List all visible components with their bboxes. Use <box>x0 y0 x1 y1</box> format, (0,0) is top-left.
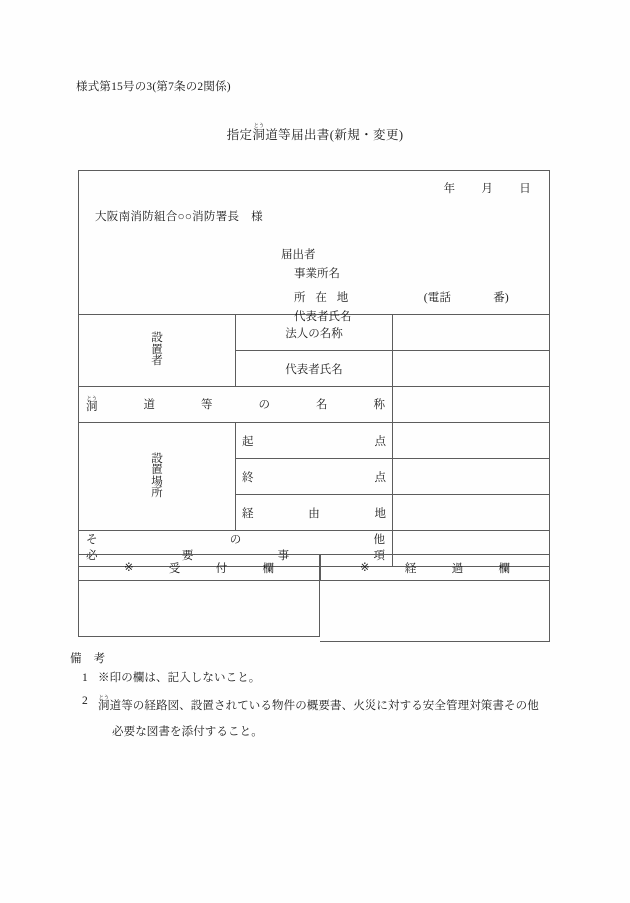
addressee-line: 大阪南消防組合○○消防署長 様 <box>95 211 263 223</box>
label-via-point <box>236 495 393 531</box>
label-representative-name <box>236 351 393 387</box>
installer-char-2: 者 <box>151 355 163 368</box>
field-via-point[interactable] <box>393 495 550 531</box>
form-header-cell <box>79 171 550 323</box>
via-point-char-1: 由 <box>308 507 320 520</box>
telephone-field <box>352 289 509 308</box>
end-point-char-1: 点 <box>374 471 386 484</box>
other-line1-char-2: 他 <box>373 533 385 546</box>
date-year-label: 年 <box>443 183 456 195</box>
field-end-point[interactable] <box>393 459 550 495</box>
table-row-header <box>79 171 550 315</box>
location-vertical-header <box>79 423 236 531</box>
address-row <box>281 289 509 308</box>
start-point-char-1: 点 <box>374 435 386 448</box>
location-char-2: 場 <box>151 475 163 488</box>
tunnel-name-char-5: 称 <box>373 398 385 411</box>
telephone-open: (電話 <box>423 291 452 304</box>
location-char-3: 所 <box>151 487 163 499</box>
process-mark-icon: ※ <box>360 561 370 574</box>
submitter-label: 届出者 <box>281 249 316 261</box>
label-start-point <box>236 423 393 459</box>
label-corporate-name-text: 法人の名称 <box>285 327 343 340</box>
tunnel-name-ruby-text: とう <box>86 395 98 402</box>
tunnel-name-char-1: 道 <box>143 398 155 411</box>
other-line1-char-0: そ <box>86 533 98 546</box>
title-ruby <box>252 123 266 142</box>
remark-text-2 <box>98 695 590 738</box>
field-receipt-box[interactable] <box>78 581 320 637</box>
office-name-label: 事業所名 <box>294 267 340 280</box>
official-bodies-row <box>78 581 550 642</box>
date-day-label: 日 <box>519 183 531 195</box>
address-label: 所 在 地 <box>294 291 352 304</box>
process-char-1: 過 <box>451 562 464 575</box>
tunnel-name-char-4: 名 <box>316 398 328 411</box>
tunnel-name-char-2: 等 <box>201 398 213 411</box>
date-line <box>444 180 531 196</box>
title-ruby-base: 洞 <box>252 128 266 142</box>
receipt-char-0: 受 <box>168 562 181 575</box>
header-process-column <box>320 554 550 581</box>
table-row-tunnel-name <box>79 387 550 423</box>
label-end-point <box>236 459 393 495</box>
remark-text-1: ※印の欄は、記入しないこと。 <box>98 672 261 684</box>
title-ruby-text: とう <box>252 123 266 129</box>
remark-text-2-line2: 必要な図書を添付すること。 <box>112 726 263 739</box>
field-representative-name[interactable] <box>393 351 550 387</box>
title-suffix: 道等届出書(新規・変更) <box>265 128 404 142</box>
remark-item-1 <box>70 672 590 684</box>
installer-char-0: 設 <box>151 332 163 345</box>
receipt-mark-icon: ※ <box>124 561 134 574</box>
remarks-title: 備 考 <box>70 653 106 665</box>
table-row-start-point <box>79 423 550 459</box>
label-representative-name-text: 代表者氏名 <box>285 363 343 376</box>
remark-ruby-text: とう <box>98 695 110 702</box>
official-headers-row <box>78 554 550 581</box>
field-process-box[interactable] <box>320 581 550 642</box>
official-use-section <box>78 554 550 642</box>
installer-char-1: 置 <box>151 343 163 356</box>
via-point-char-0: 経 <box>242 507 254 520</box>
location-char-0: 設 <box>151 452 163 465</box>
process-char-2: 欄 <box>498 562 510 575</box>
process-char-0: 経 <box>404 562 417 575</box>
remark-ruby <box>98 695 110 713</box>
field-tunnel-name[interactable] <box>393 387 550 423</box>
page-title <box>0 123 630 143</box>
receipt-char-2: 欄 <box>262 562 274 575</box>
via-point-char-2: 地 <box>374 507 386 520</box>
field-start-point[interactable] <box>393 423 550 459</box>
other-line2-char-3: 項 <box>373 549 385 562</box>
telephone-close: 番) <box>493 291 509 304</box>
tunnel-name-ruby <box>86 396 98 414</box>
end-point-char-0: 終 <box>242 471 254 484</box>
header-receipt-column <box>78 554 320 581</box>
receipt-char-1: 付 <box>215 562 228 575</box>
remark-number-2: 2 <box>82 695 88 708</box>
remark-ruby-base: 洞 <box>98 700 110 713</box>
remark-item-2 <box>70 695 590 738</box>
remark-number-1: 1 <box>82 672 88 684</box>
representative-label: 代表者氏名 <box>294 310 352 323</box>
location-char-1: 置 <box>151 464 163 476</box>
remark-text-2-line1: 道等の経路図、設置されている物件の概要書、火災に対する安全管理対策書その他 <box>109 700 539 713</box>
form-number: 様式第15号の3(第7条の2関係) <box>76 81 231 93</box>
tunnel-name-ruby-base: 洞 <box>86 400 98 413</box>
other-line2-char-1: 要 <box>181 549 194 562</box>
title-prefix: 指定 <box>226 128 253 142</box>
start-point-char-0: 起 <box>242 435 254 448</box>
remarks-section <box>70 650 590 749</box>
submitter-block <box>281 246 509 327</box>
other-line2-char-2: 事 <box>277 549 290 562</box>
notification-form-table <box>78 170 550 567</box>
other-line1-char-1: の <box>229 533 242 546</box>
other-line2-char-0: 必 <box>86 549 98 562</box>
tunnel-name-char-3: の <box>258 398 270 411</box>
label-tunnel-name <box>79 387 393 423</box>
date-month-label: 月 <box>481 183 494 195</box>
installer-vertical-header <box>79 315 236 387</box>
